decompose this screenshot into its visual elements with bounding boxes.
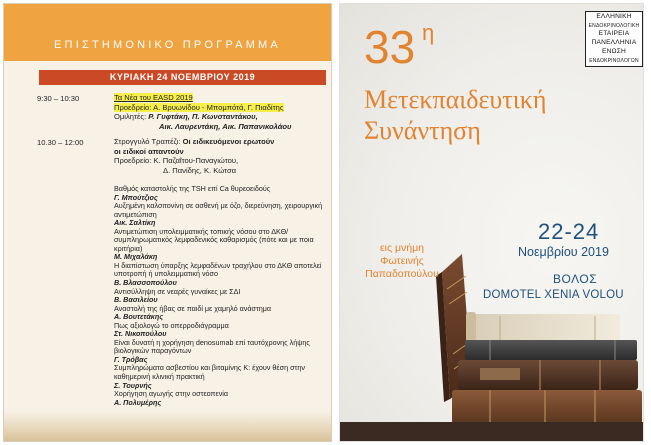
title-line2: Συνάντηση <box>364 116 481 145</box>
session2-title-line2: οι ειδικοί απαντούν <box>114 146 184 156</box>
talk-speaker: Μ. Μιχαλάκη <box>114 252 158 262</box>
session1-chairs-label: Προεδρείο: <box>114 102 152 112</box>
program-header <box>4 4 331 61</box>
bottom-book <box>452 390 642 424</box>
talk-item <box>114 339 329 365</box>
day-banner: ΚΥΡΙΑΚΗ 24 ΝΟΕΜΒΡΙΟΥ 2019 <box>39 70 326 85</box>
event-dates: 22-24 <box>538 219 600 244</box>
logo-line: ΕΝΔΟΚΡΙΝΟΛΟΓΩΝ <box>589 57 639 64</box>
talk-item <box>114 390 329 407</box>
talk-title: Είναι δυνατή η χορήγηση denosumab επί ταυτόχρονης λήψης βιολογικών παραγόντων <box>114 337 310 356</box>
cream-book <box>466 312 620 342</box>
event-venue: DOMOTEL XENIA VOLOU <box>483 289 624 301</box>
dark-book <box>465 340 637 360</box>
event-city: ΒΟΛΟΣ <box>553 272 598 286</box>
society-logo <box>585 11 643 67</box>
program-title: ΕΠΙΣΤΗΜΟΝΙΚΟ ΠΡΟΓΡΑΜΜΑ <box>54 39 281 51</box>
talk-speaker: Αικ. Σαλτίκη <box>114 218 156 228</box>
page-footer-decoration <box>4 411 331 441</box>
talk-title: Χορήγηση αγωγής στην οστεοπενία <box>114 389 229 399</box>
talk-title: Αυξημένη καλσιτονίνη σε ασθενή με όζο, διερεύνηση, χειρουργική αντιμετώπιση <box>114 201 323 219</box>
talk-title: Αντιμετώπιση υπολειμματικής τοπικής νόσου στο ΔΚΘ/ συμπληρωματικός λεμφαδενικός καθαρισμός (πότε και με ποια κριτήρια) <box>114 226 314 253</box>
talk-title: Πως αξιολογώ το οπερρoδιάγραμμα <box>114 320 229 330</box>
talk-item <box>114 364 329 390</box>
session1-chairs: Α. Βρυωνίδου - Μπομπότά, Γ. Πιαδίτης <box>153 102 284 112</box>
conference-title <box>364 84 546 146</box>
talk-speaker: Β. Βλασσοπούλου <box>114 278 177 288</box>
session1-speakers-line2: Αικ. Λαυρεντάκη, Αικ. Παπανικολάου <box>159 121 292 131</box>
logo-line: ΠΑΝΕΛΛΗΝΙΑ <box>591 39 637 47</box>
talk-title: Αντισύλληψη σε νεαρές γυναίκες με ΣΔΙ <box>114 286 241 296</box>
talk-speaker: Β. Βασιλείου <box>114 295 158 305</box>
session2-time: 10.30 – 12:00 <box>37 138 84 147</box>
talk-speaker: Α. Πολυμέρης <box>114 397 162 407</box>
talk-speaker: Α. Βουτετάκης <box>114 312 164 322</box>
talk-speaker: Σ. Τουρνής <box>114 380 152 390</box>
session1 <box>114 93 329 131</box>
talk-item <box>114 228 329 262</box>
talk-item <box>114 322 329 339</box>
talk-item <box>114 185 329 202</box>
session1-time: 9:30 – 10:30 <box>37 94 80 103</box>
memorial-dedication <box>352 242 452 281</box>
session1-title: Τα Νέα του EASD 2019 <box>114 93 193 102</box>
table-surface <box>340 422 644 442</box>
talk-speaker: Γ. Τρόβας <box>114 354 148 364</box>
logo-line: ΕΝΩΣΗ <box>602 47 626 55</box>
session2-title-prefix: Στρογγυλό Τραπέζι: <box>114 137 181 146</box>
title-line1: Μετεκπαιδευτική <box>364 85 547 114</box>
memorial-line: εις μνήμη <box>379 242 425 254</box>
session1-speakers-label: Ομιλητές: <box>114 112 147 122</box>
memorial-line: Φωτεινής <box>380 255 424 267</box>
logo-line: ΕΛΛΗΝΙΚΗ <box>596 13 632 20</box>
talk-item <box>114 305 329 322</box>
talk-item <box>114 262 329 288</box>
memorial-line: Παπαδοπούλου <box>365 268 439 280</box>
talk-item <box>114 202 329 228</box>
session2-chairs-line1: Κ. Παζαΐτου-Παναγιώτου, <box>153 156 239 166</box>
session2-title-line1: Οι ειδικευόμενοι ερωτούν <box>182 137 275 146</box>
talk-speaker: Στ. Νικοπούλου <box>114 329 167 339</box>
edition-number: 33 <box>364 21 416 73</box>
talk-title: Η διαπίστωση ύπαρξης λεμφαδένων τραχήλου στο ΔΚΘ αποτελεί υποτροπή ή υπολειμματική νόσο <box>114 260 322 279</box>
talk-item <box>114 288 329 305</box>
talk-title: Βαθμός καταστολής της TSH επί Ca θυρεοειδούς <box>114 184 271 193</box>
session1-speakers-line1: Ρ. Γυφτάκη, Π. Κωνσταντάκου, <box>148 112 258 122</box>
session2 <box>114 137 329 175</box>
talks-list <box>114 185 329 407</box>
talk-title: Αναστολή της ήβας σε παιδί με χαμηλό ανάστημα <box>114 303 272 313</box>
program-page <box>3 3 332 442</box>
edition-suffix: η <box>422 20 435 45</box>
talk-speaker: Γ. Μπούτζιος <box>114 192 158 202</box>
talk-title: Συμπληρώματα ασβεστίου και βιταμίνης Κ: έχουν θέση στην καθημερινή κλινική πρακτική <box>114 363 305 382</box>
session2-chairs-line2: Δ. Πανίδης, Κ. Κώτσα <box>163 165 237 175</box>
event-month-year: Νοεμβρίου 2019 <box>518 245 609 259</box>
logo-line: ΕΤΑΙΡΕΙΑ <box>598 30 630 38</box>
brown-book <box>458 360 638 390</box>
session2-chairs-label: Προεδρείο: <box>114 156 152 166</box>
logo-line: ΕΝΔΟΚΡΙΝΟΛΟΓΙΚΗ <box>588 22 640 29</box>
cover-page <box>339 3 644 442</box>
